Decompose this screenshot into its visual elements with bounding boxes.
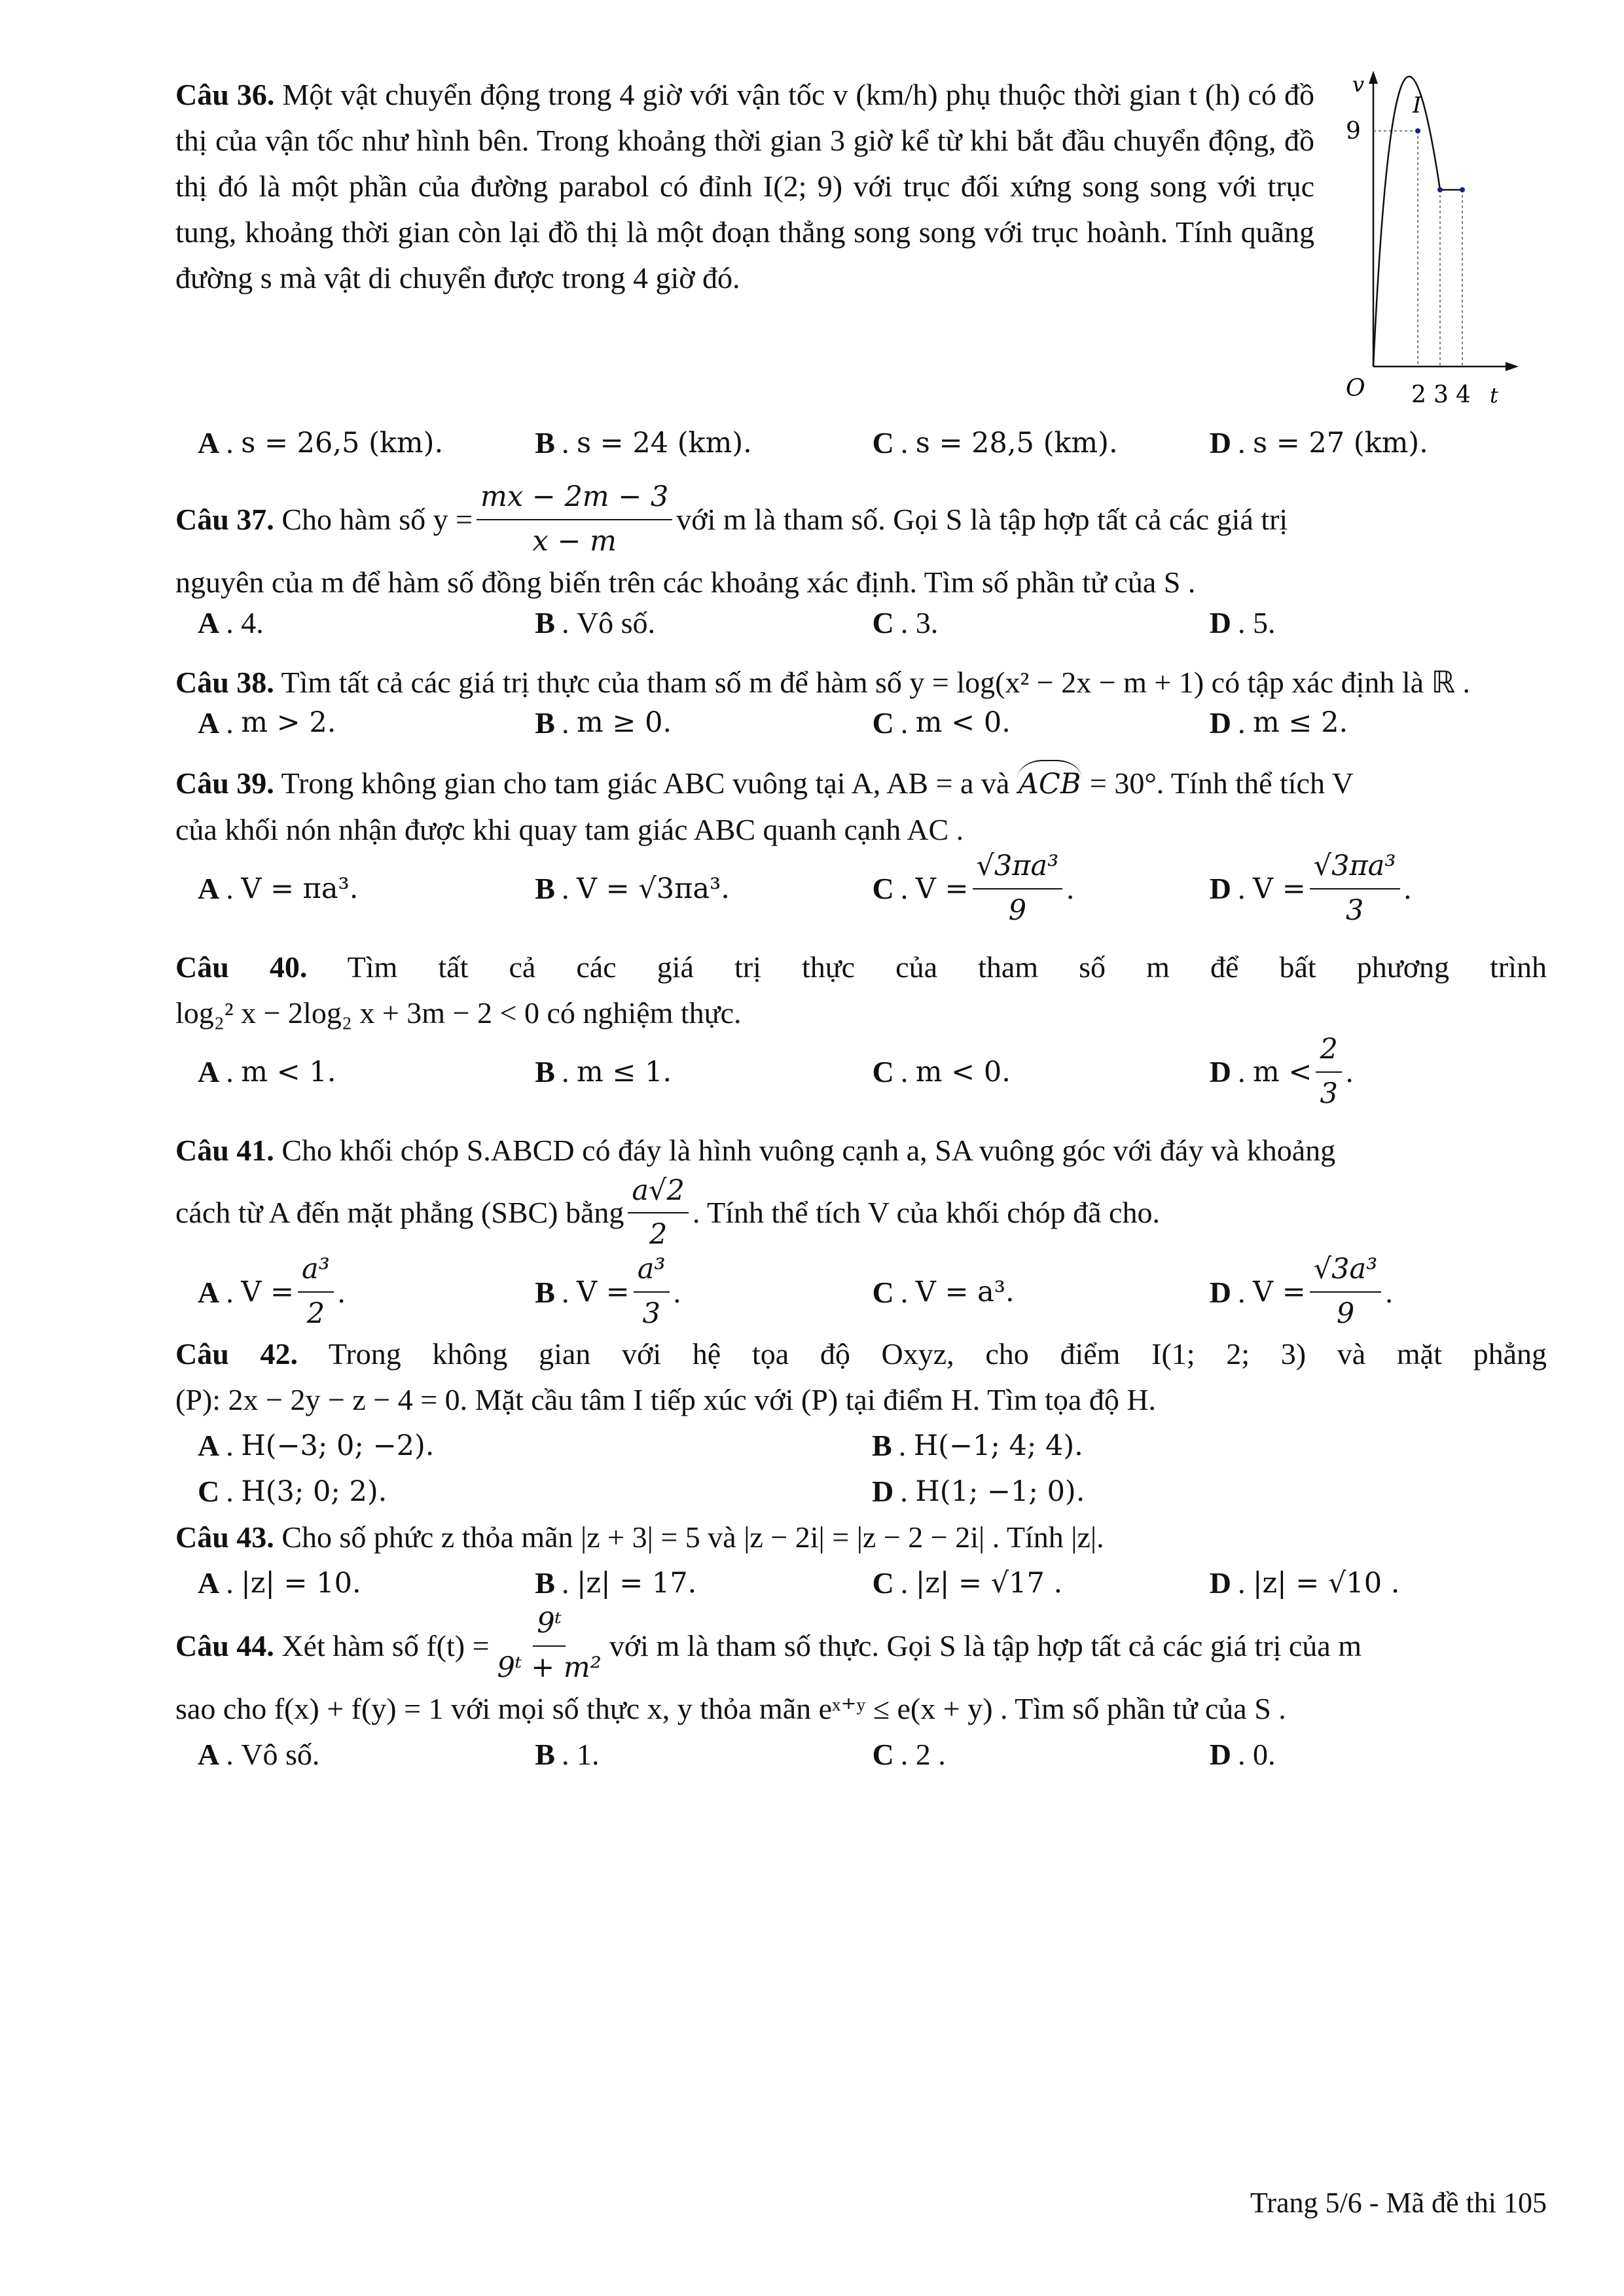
option-text: 2 . [915, 1737, 946, 1771]
function-fraction [477, 480, 672, 560]
option-punct: . [1345, 1055, 1354, 1088]
option-text: m ≤ 2. [1252, 706, 1348, 739]
question-label: Câu 38. [175, 665, 274, 699]
option-letter: D [1209, 1055, 1231, 1088]
fraction-denominator: 9 [1008, 893, 1027, 927]
option-text: V = √3πa³. [576, 872, 730, 905]
question-label: Câu 41. [175, 1133, 274, 1167]
option-letter: A [198, 1737, 220, 1771]
fraction-denominator: 3 [1346, 893, 1364, 927]
option-b[interactable]: B . H(−1; 4; 4). [872, 1423, 1546, 1469]
fraction-denominator: 9ᵗ + m² [497, 1651, 602, 1684]
fraction-numerator: a³ [634, 1252, 670, 1293]
question-text: Tìm tất cả các giá trị thực của tham số m để hàm số y = log(x² − 2x − m + 1) có tập xác định là ℝ . [281, 665, 1471, 699]
option-text: |z| = √10 . [1252, 1567, 1400, 1600]
question-36-options [198, 425, 1547, 460]
fraction-denominator: 2 [306, 1297, 325, 1330]
question-text-line2: sao cho f(x) + f(y) = 1 với mọi số thực x, y thỏa mãn eˣ⁺ʸ ≤ e(x + y) . Tìm số phần tử của S . [175, 1691, 1286, 1725]
option-c[interactable]: C . m < 0. [872, 706, 1011, 740]
distance-fraction [628, 1174, 688, 1253]
question-text-pre: Xét hàm số f(t) = [281, 1628, 490, 1662]
question-text: Một vật chuyển động trong 4 giờ với vận tốc v (km/h) phụ thuộc thời gian t (h) có đồ thị của vận tốc như hình bên. Trong khoảng thời gian 3 giờ kể từ khi bắt đầu chuyển động, đồ thị đó là một phần của đường parabol có đỉnh I(2; 9) với trục đối xứng song song với trục tung, khoảng thời gian còn lại đồ thị là một đoạn thẳng song song với trục hoành. Tính quãng đường s mà vật di chuyển được trong 4 giờ đó. [175, 78, 1315, 295]
vertex-point [1415, 128, 1420, 134]
option-letter: C [872, 605, 894, 639]
option-b[interactable]: B . s = 24 (km). [535, 426, 752, 459]
option-c[interactable]: C . s = 28,5 (km). [872, 426, 1118, 459]
option-d[interactable]: D . s = 27 (km). [1209, 426, 1428, 459]
angle-label: ACB [1018, 767, 1081, 800]
question-label: Câu 37. [175, 502, 274, 536]
option-letter: C [872, 1275, 894, 1309]
option-letter: C [872, 1566, 894, 1600]
option-c[interactable]: C . H(3; 0; 2). [198, 1469, 872, 1515]
function-fraction [494, 1606, 605, 1686]
option-text: 3. [915, 605, 939, 639]
question-44 [175, 1606, 1547, 1732]
y-tick-9: 9 [1346, 118, 1361, 145]
option-text: s = 28,5 (km). [915, 426, 1118, 459]
option-text: |z| = 10. [241, 1567, 361, 1600]
question-39 [175, 760, 1547, 853]
option-text: 1. [576, 1737, 600, 1771]
question-label: Câu 39. [175, 766, 274, 800]
option-d[interactable]: D . 5. [1209, 605, 1276, 639]
option-c[interactable]: C . 2 . [873, 1732, 1210, 1778]
option-letter: C [872, 706, 894, 740]
fraction-denominator: 3 [642, 1297, 660, 1330]
question-43 [175, 1515, 1547, 1560]
fraction-denominator: 3 [1320, 1077, 1338, 1110]
option-a[interactable]: A . s = 26,5 (km). [198, 426, 444, 459]
question-text-line1: Cho khối chóp S.ABCD có đáy là hình vuông cạnh a, SA vuông góc với đáy và khoảng [281, 1133, 1336, 1167]
option-letter: A [198, 1275, 220, 1309]
question-39-options [198, 849, 1547, 927]
question-label: Câu 40. [175, 950, 308, 984]
t-axis-label: t [1490, 383, 1498, 408]
option-text: V = [1252, 872, 1306, 905]
question-37-options [198, 605, 1547, 640]
option-a[interactable]: A . V = $\frac{\text{a³}}{2}$ . [198, 1252, 535, 1332]
option-letter: A [198, 1055, 220, 1088]
option-text: Vô số. [241, 1737, 320, 1771]
option-b[interactable]: B . |z| = 17. [535, 1560, 872, 1606]
point-t4 [1460, 187, 1465, 192]
option-punct: . [1385, 1275, 1393, 1309]
question-label: Câu 42. [175, 1337, 298, 1371]
question-44-options [198, 1732, 1547, 1778]
option-text: |z| = √17 . [915, 1567, 1063, 1600]
option-letter: B [872, 1429, 892, 1462]
option-text: V = [576, 1276, 630, 1308]
option-text: V = [241, 1276, 294, 1308]
option-punct: . [673, 1275, 681, 1309]
option-b[interactable]: B . m ≤ 1. [535, 1055, 672, 1088]
angle-acb [1017, 760, 1083, 807]
option-letter: B [535, 1055, 555, 1088]
question-38 [175, 660, 1547, 706]
question-text-line2: nguyên của m để hàm số đồng biến trên các khoảng xác định. Tìm số phần tử của S . [175, 565, 1196, 599]
fraction-numerator: mx − 2m − 3 [477, 480, 672, 520]
fraction-numerator: 2 [1316, 1032, 1341, 1073]
question-37 [175, 480, 1547, 605]
option-text: s = 24 (km). [576, 426, 752, 459]
option-text: V = [915, 872, 969, 905]
question-text-pre: Cho hàm số y = [281, 502, 473, 536]
question-38-options [198, 706, 1547, 740]
question-42 [175, 1331, 1547, 1423]
option-a[interactable]: A . V = πa³. [198, 872, 359, 905]
option-letter: B [535, 1566, 555, 1600]
option-letter: B [535, 605, 555, 639]
question-40 [175, 944, 1547, 1036]
option-b[interactable]: B . Vô số. [535, 605, 656, 639]
question-43-options [198, 1560, 1547, 1606]
option-letter: B [535, 706, 555, 740]
fraction-numerator: a√2 [628, 1174, 688, 1214]
option-text: m ≤ 1. [576, 1055, 672, 1088]
option-punct: . [1403, 872, 1412, 905]
option-c[interactable]: C . 3. [872, 605, 939, 639]
option-a[interactable]: A . m > 2. [198, 706, 336, 740]
option-d[interactable]: D . m < $\frac{2}{3}$ . [1210, 1032, 1547, 1112]
fraction-denominator: 9 [1336, 1297, 1355, 1330]
question-36-text-block [175, 72, 1314, 301]
option-text: s = 26,5 (km). [241, 426, 444, 459]
option-b[interactable]: B . 1. [535, 1732, 872, 1778]
option-letter: D [1209, 605, 1231, 639]
option-letter: C [872, 872, 894, 905]
option-fraction [1310, 1252, 1382, 1332]
option-punct: . [1066, 872, 1074, 905]
option-text: H(−1; 4; 4). [913, 1429, 1083, 1462]
question-label: Câu 36. [175, 78, 275, 111]
option-letter: B [535, 1737, 555, 1771]
option-text: V = a³. [915, 1276, 1015, 1308]
option-letter: D [872, 1475, 894, 1508]
option-letter: D [1209, 1566, 1231, 1600]
question-36 [175, 72, 1547, 425]
option-text: m < 1. [241, 1055, 336, 1088]
option-fraction [1310, 849, 1400, 929]
option-c[interactable]: C . m < 0. [872, 1055, 1011, 1088]
option-b[interactable]: B . m ≥ 0. [535, 706, 672, 740]
option-text: H(1; −1; 0). [915, 1475, 1085, 1508]
question-label: Câu 43. [175, 1520, 274, 1554]
option-text: m > 2. [241, 706, 336, 739]
fraction-numerator: √3a³ [1310, 1252, 1382, 1293]
option-text: m < 0. [915, 706, 1011, 739]
option-b[interactable]: B . V = $\frac{\text{a³}}{3}$ . [535, 1252, 872, 1332]
option-letter: A [198, 1429, 220, 1462]
option-letter: D [1209, 706, 1231, 740]
option-letter: D [1209, 1275, 1231, 1309]
option-text: 5. [1252, 605, 1276, 639]
option-letter: B [535, 1275, 555, 1309]
option-text: V = πa³. [241, 872, 359, 905]
option-a[interactable]: A . H(−3; 0; −2). [198, 1423, 872, 1469]
option-a[interactable]: A . |z| = 10. [198, 1560, 535, 1606]
option-text: m ≥ 0. [576, 706, 672, 739]
t-axis-arrow [1506, 362, 1519, 371]
option-d[interactable]: D . V = $\frac{\text{√3a³}}{9}$ . [1210, 1252, 1547, 1332]
x-tick-3: 3 [1434, 382, 1449, 408]
option-a[interactable]: A . 4. [198, 605, 264, 639]
v-axis-arrow [1369, 71, 1378, 84]
option-c[interactable]: C . V = a³. [872, 1275, 1015, 1309]
question-41-options [198, 1253, 1547, 1331]
question-text-1: Trong không gian cho tam giác ABC vuông tại A, AB = a và [281, 766, 1010, 800]
option-text: m < [1252, 1055, 1312, 1088]
x-tick-2: 2 [1411, 382, 1426, 408]
fraction-numerator: √3πa³ [1310, 849, 1400, 889]
question-text: Cho số phức z thỏa mãn |z + 3| = 5 và |z − 2i| = |z − 2 − 2i| . Tính |z|. [281, 1520, 1104, 1554]
option-letter: A [198, 605, 220, 639]
fraction-numerator: 9ᵗ [533, 1606, 566, 1647]
option-letter: C [198, 1475, 220, 1508]
option-letter: D [1209, 426, 1231, 459]
question-text-line2: log₂² x − 2log₂ x + 3m − 2 < 0 có nghiệm thực. [175, 996, 742, 1030]
option-text: V = [1252, 1276, 1306, 1308]
option-text: m < 0. [915, 1055, 1011, 1088]
question-41 [175, 1128, 1547, 1253]
option-d[interactable]: D . |z| = √10 . [1210, 1560, 1547, 1606]
question-text-post2: . Tính thể tích V của khối chóp đã cho. [692, 1196, 1160, 1230]
option-d[interactable]: D . H(1; −1; 0). [872, 1469, 1546, 1515]
question-40-options [198, 1032, 1547, 1110]
option-d[interactable]: D . V = $\frac{\text{√3πa³}}{3}$ . [1210, 849, 1547, 929]
option-c[interactable]: C . V = $\frac{\text{√3πa³}}{9}$ . [873, 849, 1210, 929]
question-text-line2: (P): 2x − 2y − z − 4 = 0. Mặt cầu tâm I tiếp xúc với (P) tại điểm H. Tìm tọa độ H. [175, 1383, 1157, 1416]
option-a[interactable]: A . Vô số. [198, 1732, 535, 1778]
option-letter: C [872, 426, 894, 459]
option-text: H(−3; 0; −2). [241, 1429, 435, 1462]
option-letter: B [535, 426, 555, 459]
option-fraction [634, 1252, 670, 1332]
option-text: |z| = 17. [576, 1567, 697, 1600]
fraction-numerator: a³ [298, 1252, 334, 1293]
question-42-options [198, 1423, 1547, 1515]
fraction-denominator: x − m [532, 524, 617, 558]
question-text-line1: Tìm tất cả các giá trị thực của tham số m để bất phương trình [347, 950, 1547, 984]
question-text-post: với m là tham số thực. Gọi S là tập hợp tất cả các giá trị của m [609, 1628, 1362, 1662]
option-letter: C [872, 1737, 894, 1771]
option-letter: B [535, 872, 555, 905]
option-letter: C [872, 1055, 894, 1088]
option-letter: A [198, 1566, 220, 1600]
option-d[interactable]: D . m ≤ 2. [1209, 706, 1348, 740]
option-fraction [1316, 1032, 1341, 1112]
option-b[interactable]: B . V = √3πa³. [535, 872, 730, 905]
page-footer: Trang 5/6 - Mã đề thi 105 [1250, 2187, 1547, 2219]
fraction-numerator: √3πa³ [973, 849, 1063, 889]
option-letter: D [1209, 1737, 1231, 1771]
option-letter: A [198, 872, 220, 905]
question-text-line1: Trong không gian với hệ tọa độ Oxyz, cho điểm I(1; 2; 3) và mặt phẳng [328, 1337, 1547, 1371]
option-text: 4. [241, 605, 264, 639]
point-t3 [1437, 187, 1443, 192]
option-punct: . [337, 1275, 346, 1309]
question-label: Câu 44. [175, 1628, 274, 1662]
option-letter: D [1209, 872, 1231, 905]
v-axis-label: v [1352, 72, 1365, 97]
option-a[interactable]: A . m < 1. [198, 1055, 336, 1088]
question-text-line2: của khối nón nhận được khi quay tam giác ABC quanh cạnh AC . [175, 812, 964, 846]
option-text: H(3; 0; 2). [241, 1475, 388, 1508]
option-d[interactable]: D . 0. [1210, 1732, 1547, 1778]
option-text: Vô số. [576, 605, 656, 639]
fraction-denominator: 2 [649, 1218, 668, 1251]
option-letter: A [198, 706, 220, 740]
x-tick-4: 4 [1456, 382, 1471, 408]
origin-label: O [1346, 375, 1365, 402]
question-text-2: = 30°. Tính thể tích V [1089, 766, 1354, 800]
velocity-graph [1327, 65, 1524, 419]
vertex-label: I [1413, 92, 1422, 118]
exam-page [175, 72, 1547, 1778]
option-letter: A [198, 426, 220, 459]
option-fraction [973, 849, 1063, 929]
question-text-pre2: cách từ A đến mặt phẳng (SBC) bằng [175, 1196, 624, 1230]
option-c[interactable]: C . |z| = √17 . [873, 1560, 1210, 1606]
parabola-curve [1373, 77, 1440, 367]
option-text: s = 27 (km). [1252, 426, 1428, 459]
option-fraction [298, 1252, 334, 1332]
option-text: 0. [1252, 1737, 1276, 1771]
question-text-post: với m là tham số. Gọi S là tập hợp tất cả các giá trị [676, 502, 1288, 536]
